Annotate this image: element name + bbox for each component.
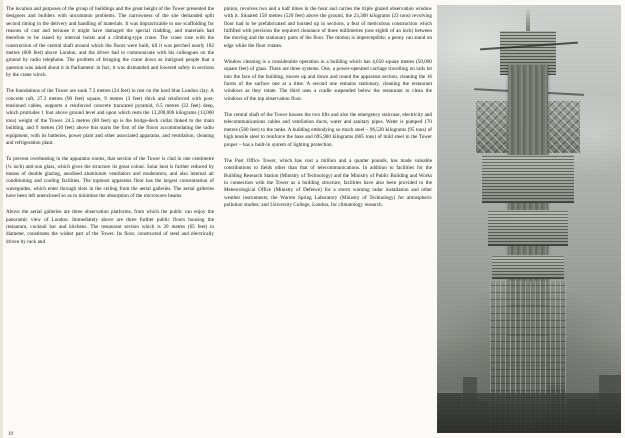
paragraph: Above the aerial galleries are three observation platforms, from which the public can enjoy the panoramic view of London. Immediately above are three further public floors housing the restaurant, cocktail bar and kitchens. The restaurant section which is 20 metres (65 feet) in diameter, constitutes the widest part of the Tower. Its floor, constructed of steel and electrically driven by rack and: [6, 209, 214, 245]
paragraph: The central shaft of the Tower houses the two lifts and also the emergency staircase, electricity and telecommunications cables and ventilation ducts, water and sanitary pipes. Water is pumped 170 metres (560 feet) to the tanks. A building embodying so much steel – 96,520 kilograms (95 tons) of high tensile steel to reinforce the base and 695,900 kilograms (685 tons) of mild steel in the Tower proper – has a built-in system of lighting protection.: [224, 112, 432, 148]
paragraph: The Post Office Tower, which has cost a million and a quarter pounds, has made valuable contributions to fields other than that of telecommunications. In addition to facilities for the Building Research Station (Ministry of Technology) and the Ministry of Public Building and Works in connection with the Tower as a building structure, facilities have also been provided to the Meteorological Office (Ministry of Defence) for a storm warning radar installation and other weather instruments; the Warren Spring Laboratory (Ministry of Technology) for atmospheric pollution studies; and University College, London, for climatology research.: [224, 157, 432, 208]
paragraph: Window cleaning is a considerable operation in a building which has 4,650 square metres (50,000 square feet) of glass. There are three systems. One, a power-operated carriage travelling on rails let into the face of the building, moves up and down and round the apparatus section, cleaning the 16 facets of the surface one at a time. A second one remains stationary, cleaning the restaurant windows as they rotate. The third uses a cradle suspended below the restaurant to clean the windows of the top observation floor.: [224, 59, 432, 102]
observation-platform: [488, 210, 568, 246]
ground-level: [437, 393, 621, 433]
paragraph: The foundations of the Tower are sunk 7.3 metres (24 feet) to rest on the hard blue London clay. A concrete raft, 27.3 metres (90 feet) square, 9 metres (3 feet) thick and reinforced with post-tensioned cables, supports a reinforced concrete truncated pyramid, 6.5 metres (22 feet) deep, which protrudes 1 foot above ground level and upon which rests the 13,200,000 kilograms (13,000 tons) weight of the Tower. 24.5 metres (80 feet) up is the bridge-deck collar linked to the main building, and 9 metres (30 feet) above this starts the first of the floors accommodating the radio equipment, with its batteries, power plant and other associated apparatus, and ventilation, cleaning and refrigeration plant.: [6, 88, 214, 146]
restaurant-floor: [482, 155, 574, 203]
text-column-left: [6, 6, 214, 430]
tower-photograph: [437, 5, 621, 433]
post-office-tower: [470, 5, 588, 433]
paragraph: The location and purposes of the group of buildings and the great height of the Tower presented the designers and builders with uncommon problems. The narrowness of the site demanded split second timing in the delivery and handling of materials. It was impracticable to use scaffolding for reasons of cost and because it might have damaged the special cladding, and materials had therefore to be raised by internal hoists and a climbing-type crane. The crane rose with the construction of the central shaft around which the floors were built, till it was perched nearly 182 metres (600 feet) above London, and the driver had to communicate with his colleagues on the ground by radio telephone. The problem of bringing the crane down as intrigued people that a question was asked about it in Parliament: in fact, it was dismantled and lowered safely in sections by the crane winch.: [6, 6, 214, 79]
text-columns: [6, 6, 432, 430]
text-column-right: [224, 6, 432, 430]
apparatus-floor: [492, 255, 564, 279]
page-number: 19: [8, 432, 13, 437]
paragraph: To prevent overheating in the apparatus rooms, that section of the Tower is clad in one centimetre (¼ inch) anti-sun glass, which gives the structure its great colour. Solar heat is further reduced by means of double glazing, anodised aluminium ventilators and moderators, and also internal air conditioning and cooling facilities. The topmost apparatus floor has the largest concentration of waveguides, which enter through slots in the ceiling from the aerial galleries. The aerial galleries have been left unenclosed so as to minimise the absorption of the microwave beams.: [6, 156, 214, 199]
paragraph: pinion, revolves two and a half times in the hour and carries the triple glazed observation window with it. Situated 158 metres (520 feet) above the ground, the 23,368 kilograms (23 tons) revolving floor had to be prefabricated and hoisted up in sections, a feat of meticulous construction which fulfilled with precision the required clearance of three millimetres (one eighth of an inch) between the moving and the stationary parts of the floor. The motion is imperceptible; a penny can stand on edge while the floor rotates.: [224, 6, 432, 49]
